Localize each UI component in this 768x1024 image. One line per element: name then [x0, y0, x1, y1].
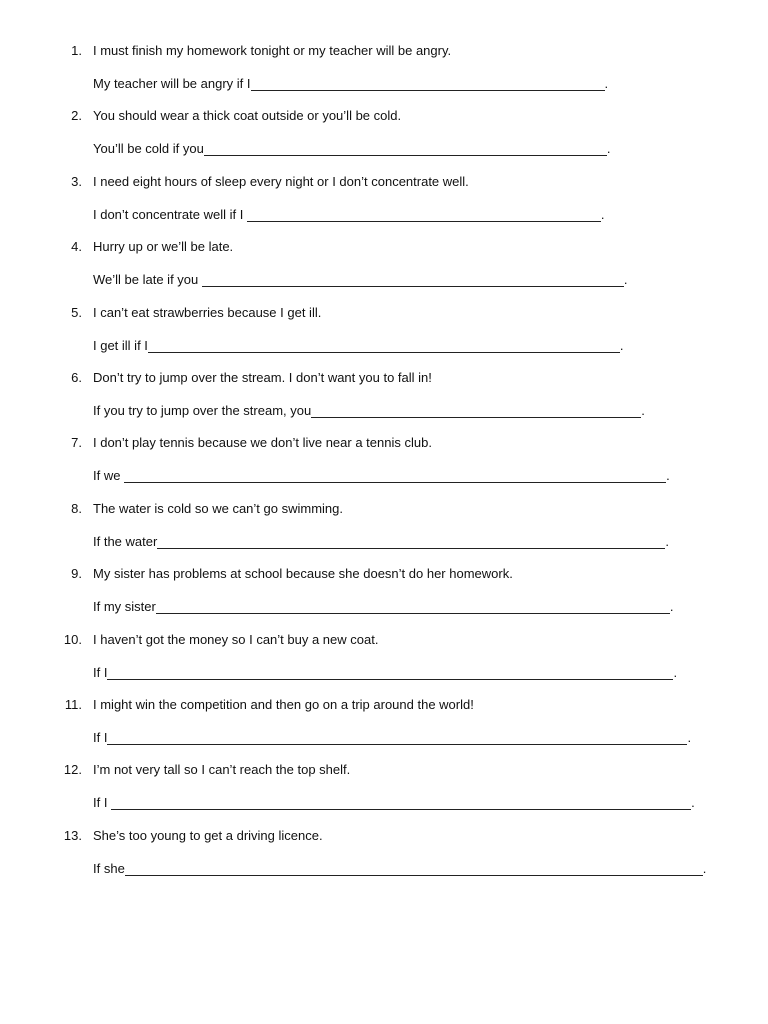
- exercise-number: 7.: [71, 435, 82, 451]
- exercise-prompt: My sister has problems at school because she doesn’t do her homework.: [93, 566, 513, 582]
- exercise-number: 5.: [71, 304, 82, 320]
- answer-end: .: [666, 468, 670, 484]
- exercise-item-1: [0, 43, 768, 108]
- exercise-number: 12.: [63, 762, 82, 778]
- exercise-number: 1.: [71, 43, 82, 58]
- answer-line: [93, 795, 695, 811]
- answer-start: If she: [93, 860, 125, 876]
- answer-end: .: [623, 272, 628, 288]
- exercise-prompt: I might win the competition and then go on a trip around the world!: [93, 696, 474, 712]
- answer-end: .: [604, 76, 609, 91]
- answer-end: .: [669, 599, 674, 615]
- answer-start: If I: [93, 664, 108, 680]
- exercise-prompt: Hurry up or we’ll be late.: [93, 239, 234, 255]
- answer-blank[interactable]: [311, 403, 641, 418]
- answer-start: If the water: [93, 533, 158, 549]
- answer-end: .: [600, 206, 605, 222]
- answer-line: [93, 141, 610, 157]
- answer-start: I get ill if I: [93, 337, 148, 353]
- answer-start: I don’t concentrate well if I: [93, 206, 247, 222]
- exercise-item-6: [0, 370, 768, 435]
- answer-blank[interactable]: [202, 272, 624, 287]
- answer-blank[interactable]: [107, 730, 687, 745]
- exercise-prompt: I haven’t got the money so I can’t buy a new coat.: [93, 631, 379, 647]
- answer-line: [93, 665, 677, 681]
- exercise-item-8: [0, 501, 768, 566]
- exercise-item-5: [0, 305, 768, 370]
- answer-line: [93, 338, 624, 354]
- exercise-item-10: [0, 632, 768, 697]
- answer-blank[interactable]: [124, 468, 666, 483]
- exercise-prompt: I must finish my homework tonight or my teacher will be angry.: [93, 43, 452, 58]
- answer-blank[interactable]: [107, 665, 673, 680]
- answer-line: [93, 272, 628, 288]
- exercise-item-11: [0, 697, 768, 762]
- answer-blank[interactable]: [156, 599, 670, 614]
- exercise-number: 9.: [71, 566, 82, 582]
- exercise-number: 11.: [64, 696, 82, 712]
- answer-blank[interactable]: [148, 338, 620, 353]
- answer-line: [93, 207, 605, 223]
- exercise-prompt: I need eight hours of sleep every night or I don’t concentrate well.: [93, 173, 469, 189]
- answer-end: .: [619, 337, 624, 353]
- answer-end: .: [687, 729, 692, 745]
- exercise-number: 3.: [71, 173, 82, 189]
- exercise-prompt: I’m not very tall so I can’t reach the top shelf.: [93, 762, 351, 778]
- exercise-item-4: [0, 239, 768, 304]
- answer-end: .: [702, 860, 707, 876]
- answer-line: [93, 76, 608, 92]
- answer-blank[interactable]: [125, 861, 703, 876]
- exercise-number: 6.: [71, 369, 82, 385]
- answer-start: You’ll be cold if you: [93, 141, 204, 157]
- exercise-item-3: [0, 174, 768, 239]
- answer-blank[interactable]: [204, 141, 607, 156]
- exercise-item-2: [0, 108, 768, 173]
- answer-line: [93, 599, 673, 615]
- answer-line: [93, 730, 691, 746]
- exercise-list: [0, 43, 768, 893]
- answer-end: .: [691, 795, 695, 811]
- exercise-item-12: [0, 762, 768, 827]
- answer-end: .: [673, 664, 678, 680]
- answer-end: .: [606, 141, 611, 157]
- answer-blank[interactable]: [251, 76, 605, 91]
- answer-line: [93, 403, 645, 419]
- answer-start: If my sister: [93, 599, 156, 615]
- answer-line: [93, 861, 706, 877]
- exercise-prompt: You should wear a thick coat outside or you’ll be cold.: [93, 108, 402, 124]
- answer-blank[interactable]: [247, 207, 601, 222]
- exercise-number: 10.: [63, 631, 82, 647]
- answer-blank[interactable]: [157, 534, 665, 549]
- exercise-item-7: [0, 435, 768, 500]
- answer-end: .: [665, 533, 669, 549]
- exercise-prompt: I don’t play tennis because we don’t live near a tennis club.: [93, 435, 432, 451]
- answer-end: .: [641, 402, 645, 418]
- answer-start: If I: [93, 795, 112, 811]
- answer-start: If I: [93, 729, 108, 745]
- answer-blank[interactable]: [111, 795, 691, 810]
- exercise-prompt: The water is cold so we can’t go swimming.: [93, 500, 343, 516]
- exercise-item-13: [0, 828, 768, 893]
- answer-start: If we: [93, 468, 125, 484]
- answer-start: My teacher will be angry if I: [93, 76, 251, 91]
- exercise-number: 8.: [71, 500, 82, 516]
- answer-line: [93, 534, 669, 550]
- answer-line: [93, 468, 670, 484]
- exercise-prompt: She’s too young to get a driving licence.: [93, 827, 323, 843]
- exercise-number: 4.: [71, 239, 82, 255]
- exercise-number: 13.: [63, 827, 82, 843]
- exercise-prompt: Don’t try to jump over the stream. I don’t want you to fall in!: [93, 369, 432, 385]
- exercise-prompt: I can’t eat strawberries because I get ill.: [93, 304, 322, 320]
- exercise-item-9: [0, 566, 768, 631]
- answer-start: We’ll be late if you: [93, 272, 202, 288]
- exercise-number: 2.: [71, 108, 82, 124]
- answer-start: If you try to jump over the stream, you: [93, 402, 312, 418]
